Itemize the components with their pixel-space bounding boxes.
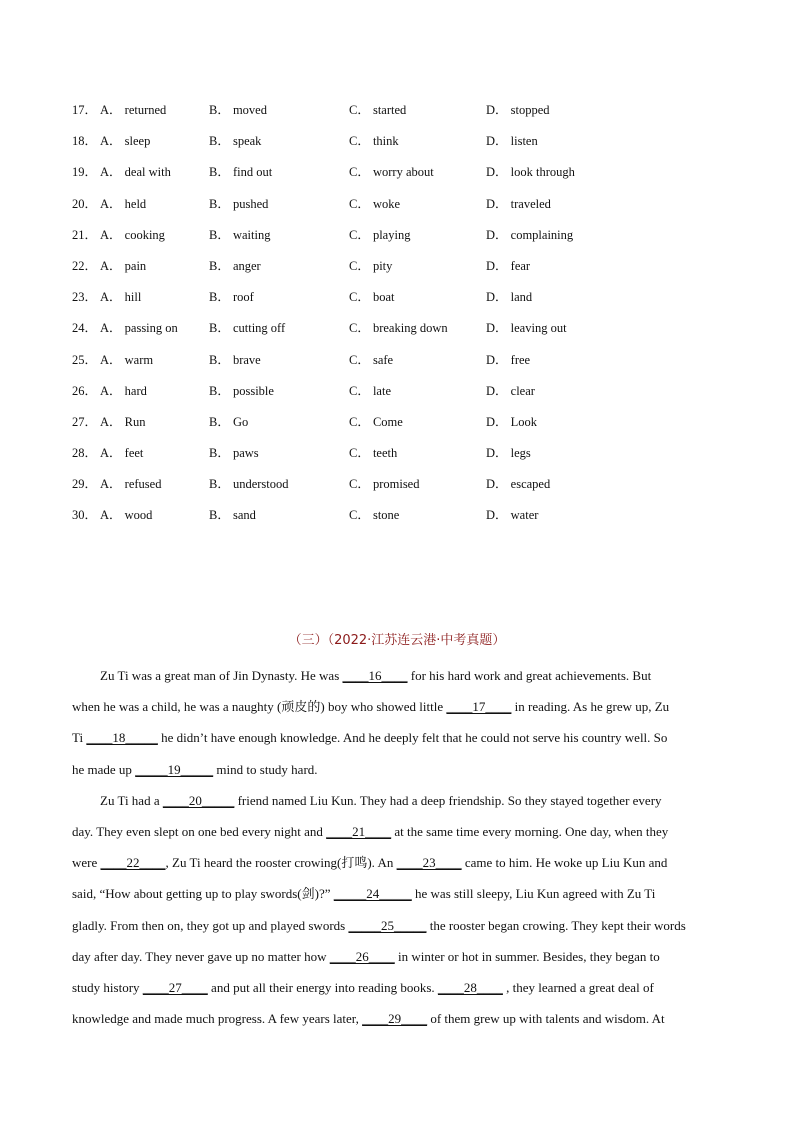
passage-text: said, “How about getting up to play swords(剑)?” <box>72 886 334 902</box>
passage-text: day after day. They never gave up no matter how <box>72 948 330 964</box>
option-a: A． feet <box>100 446 144 461</box>
option-row <box>72 225 732 256</box>
passage-line <box>72 972 722 1003</box>
option-row <box>72 100 732 131</box>
option-a: A． held <box>100 196 147 211</box>
option-row <box>72 474 732 505</box>
question-number: 30． <box>72 508 98 523</box>
passage-text: in reading. As he grew up, Zu <box>511 699 670 715</box>
passage-line <box>72 785 722 816</box>
answer-blank: ____26____ <box>329 948 395 964</box>
option-row <box>72 287 732 318</box>
passage-text: he didn’t have enough knowledge. And he deeply felt that he could not serve his country well. So <box>157 730 668 746</box>
option-d: D． escaped <box>486 477 551 492</box>
option-d: D． stopped <box>486 103 550 117</box>
question-number: 27． <box>72 414 98 429</box>
option-row <box>72 256 732 287</box>
option-d: D． listen <box>486 134 538 149</box>
passage-line <box>72 660 722 691</box>
answer-blank: _____24_____ <box>333 886 412 902</box>
question-number: 17． <box>72 103 98 117</box>
option-a: A． sleep <box>100 134 151 149</box>
passage-text: of them grew up with talents and wisdom. At <box>427 1011 665 1027</box>
option-b: B． pushed <box>209 196 269 211</box>
option-d: D． complaining <box>486 227 574 242</box>
option-c: C． stone <box>349 508 400 523</box>
option-row <box>72 350 732 381</box>
option-c: C． boat <box>349 290 395 305</box>
question-number: 18． <box>72 134 98 149</box>
option-b: B． waiting <box>209 227 271 242</box>
question-number: 29． <box>72 477 98 492</box>
option-row <box>72 412 732 443</box>
passage-line <box>72 691 722 722</box>
option-row <box>72 194 732 225</box>
passage-text: , Zu Ti heard the rooster crowing(打鸣). An <box>165 855 397 871</box>
option-c: C． worry about <box>349 165 434 180</box>
options-list <box>72 100 732 537</box>
passage-text: gladly. From then on, they got up and played swords <box>72 917 349 933</box>
answer-blank: ____20_____ <box>162 792 235 808</box>
passage-line <box>72 878 722 909</box>
passage-text: and put all their energy into reading books. <box>207 979 438 995</box>
option-c: C． playing <box>349 227 411 242</box>
answer-blank: ____17____ <box>446 699 512 715</box>
passage-text: knowledge and made much progress. A few years later, <box>72 1011 363 1027</box>
option-a: A． refused <box>100 477 162 492</box>
passage-text: for his hard work and great achievements. But <box>407 668 652 683</box>
passage-text: study history <box>72 979 143 995</box>
option-b: B． Go <box>209 414 249 429</box>
passage-line <box>72 1003 722 1034</box>
option-row <box>72 443 732 474</box>
option-c: C． started <box>349 103 407 117</box>
passage-text: mind to study hard. <box>213 761 318 777</box>
answer-blank: _____25_____ <box>348 917 427 933</box>
option-row <box>72 505 732 536</box>
option-a: A． hard <box>100 383 147 398</box>
passage-line <box>72 754 722 785</box>
passage-text: friend named Liu Kun. They had a deep friendship. So they stayed together every <box>234 792 662 808</box>
question-number: 22． <box>72 258 98 273</box>
answer-blank: ____27____ <box>142 979 208 995</box>
answer-blank: ____18_____ <box>86 730 158 746</box>
passage-text: he made up <box>72 761 136 777</box>
option-c: C． pity <box>349 258 393 273</box>
option-a: A． deal with <box>100 165 171 180</box>
option-c: C． Come <box>349 414 403 429</box>
option-a: A． wood <box>100 508 153 523</box>
passage-text: Zu Ti was a great man of Jin Dynasty. He was <box>100 668 343 683</box>
option-row <box>72 318 732 349</box>
option-d: D． traveled <box>486 196 551 211</box>
option-d: D． clear <box>486 383 535 398</box>
option-b: B． roof <box>209 290 254 305</box>
question-number: 23． <box>72 290 98 305</box>
answer-blank: ____16____ <box>342 668 408 683</box>
option-a: A． passing on <box>100 321 178 336</box>
passage-text: day. They even slept on one bed every night and <box>72 823 327 839</box>
passage-text: he was still sleepy, Liu Kun agreed with Zu Ti <box>411 886 656 902</box>
passage-text: , they learned a great deal of <box>502 979 654 995</box>
answer-blank: ____23____ <box>396 855 462 871</box>
passage-text: were <box>72 855 101 871</box>
question-number: 20． <box>72 196 98 211</box>
option-b: B． moved <box>209 103 267 117</box>
option-a: A． cooking <box>100 227 165 242</box>
option-c: C． teeth <box>349 446 398 461</box>
option-row <box>72 131 732 162</box>
question-number: 26． <box>72 383 98 398</box>
question-number: 21． <box>72 227 98 242</box>
option-c: C． promised <box>349 477 420 492</box>
option-b: B． speak <box>209 134 262 149</box>
option-c: C． safe <box>349 352 394 367</box>
option-a: A． pain <box>100 258 147 273</box>
question-number: 28． <box>72 446 98 461</box>
answer-blank: ____22____ <box>100 855 166 871</box>
option-b: B． find out <box>209 165 273 180</box>
passage-line <box>72 816 722 847</box>
option-b: B． sand <box>209 508 256 523</box>
option-d: D． legs <box>486 446 531 461</box>
option-row <box>72 381 732 412</box>
passage-text: Zu Ti had a <box>100 792 163 808</box>
option-d: D． land <box>486 290 533 305</box>
option-d: D． leaving out <box>486 321 567 336</box>
passage-line <box>72 847 722 878</box>
passage-line <box>72 910 722 941</box>
option-b: B． brave <box>209 352 261 367</box>
passage-text: the rooster began crowing. They kept their words <box>426 917 686 933</box>
passage-text: Ti <box>72 730 87 746</box>
option-c: C． think <box>349 134 399 149</box>
option-a: A． returned <box>100 103 167 117</box>
option-b: B． anger <box>209 258 261 273</box>
option-row <box>72 162 732 193</box>
option-b: B． cutting off <box>209 321 286 336</box>
option-c: C． late <box>349 383 392 398</box>
question-number: 24． <box>72 321 98 336</box>
passage-text: at the same time every morning. One day, when they <box>391 823 669 839</box>
answer-blank: ____21____ <box>326 823 392 839</box>
question-number: 19． <box>72 165 98 180</box>
passage-text: in winter or hot in summer. Besides, they began to <box>394 948 660 964</box>
option-b: B． paws <box>209 446 259 461</box>
option-a: A． warm <box>100 352 154 367</box>
option-a: A． hill <box>100 290 142 305</box>
passage-text: came to him. He woke up Liu Kun and <box>461 855 668 871</box>
passage-line <box>72 941 722 972</box>
option-d: D． fear <box>486 258 531 273</box>
option-d: D． free <box>486 352 531 367</box>
option-c: C． breaking down <box>349 321 448 336</box>
section-title: （三）（2022·江苏连云港·中考真题） <box>288 633 506 648</box>
option-d: D． Look <box>486 414 538 429</box>
option-d: D． water <box>486 508 539 523</box>
option-c: C． woke <box>349 196 401 211</box>
passage <box>72 660 722 1034</box>
option-a: A． Run <box>100 414 146 429</box>
option-d: D． look through <box>486 165 575 180</box>
answer-blank: _____19_____ <box>135 761 214 777</box>
passage-line <box>72 722 722 753</box>
passage-text: when he was a child, he was a naughty (顽皮的) boy who showed little <box>72 699 447 715</box>
answer-blank: ____28____ <box>437 979 503 995</box>
question-number: 25． <box>72 352 98 367</box>
option-b: B． understood <box>209 477 289 492</box>
option-b: B． possible <box>209 383 274 398</box>
answer-blank: ____29____ <box>362 1011 428 1027</box>
